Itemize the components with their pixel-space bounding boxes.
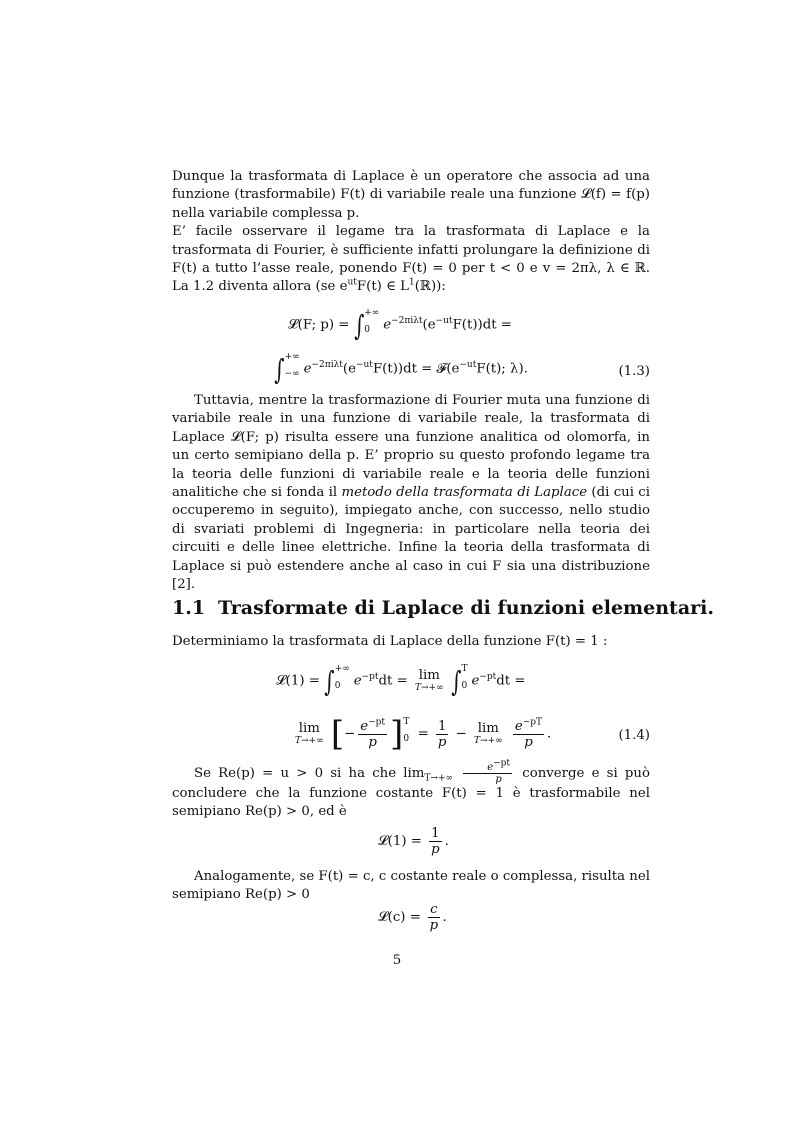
paragraph-6: Analogamente, se F(t) = c, c costante reale o complessa, risulta nel semipiano Re(p) > 0 <box>172 869 650 903</box>
equation-1-3-line2: ∫ +∞ −∞ $e^{-2\pi i\lambda t}(e^{-ut}F(t))dt$ = $𝓕(e^{-ut}F(t)$; λ). <box>274 352 528 386</box>
paragraph-4: Determiniamo la trasformata di Laplace della funzione F(t) = 1 : <box>172 634 608 649</box>
paragraph-3: Tuttavia, mentre la trasformazione di Fourier muta una funzione di variabile reale in una funzione di variabile reale, la trasformata di Laplace 𝓛(F; p) risulta essere una funzione analitica od olomorfa, in un certo semipiano della p. E’ proprio su questo profondo legame tra la teoria delle funzioni di variabile reale e la teoria delle funzioni analitiche che si fonda il metodo della trasformata di Laplace (di cui ci occuperemo in seguito), impiegato anche, con successo, nello studio di svariati problemi di Ingegneria: in particolare nella teoria dei circuiti e delle linee elettriche. Infine la teoria della trasformata di Laplace si può estendere anche al caso in cui F sia una distribuzione [2]. <box>172 393 650 593</box>
equation-1-3 <box>172 308 650 388</box>
equation-lc: 𝓛(c) = $\frac{c}{p}$ . <box>378 902 447 933</box>
section-title: Trasformate di Laplace di funzioni elementari. <box>218 597 714 619</box>
page-number: 5 <box>392 953 402 968</box>
section-heading <box>172 597 714 619</box>
equation-l1: 𝓛(1) = $\frac{1}{p}$ . <box>378 826 449 857</box>
equation-number-1-4: (1.4) <box>618 728 650 743</box>
equation-1-3-line1: 𝓛(F; p) = ∫ +∞ 0 $e^{-2\pi i\lambda t}(e^{-ut}F(t))dt$ = <box>288 308 512 342</box>
paragraph-5: Se Re(p) = u > 0 si ha che $\lim_{T\to+\infty}$ $\frac{e-pt}{p}$ converge e si può concludere che la funzione costante F(t) = 1 è trasformabile nel semipiano Re(p) > 0, ed è <box>172 758 651 820</box>
equation-1-4 <box>172 664 650 760</box>
equation-number-1-3: (1.3) <box>618 364 650 379</box>
paragraph-1: Dunque la trasformata di Laplace è un operatore che associa ad una funzione (trasformabile) F(t) di variabile reale una funzione 𝓛(f) = f(p) nella variabile complessa p. <box>172 169 650 221</box>
equation-1-4-line2: lim T→+∞ [− $\frac{e^{-pt}}{p}$ ] T 0 = $\frac{1}{p}$ − lim T→+∞ $\frac{e^{-pT}}{p}$ . <box>295 714 552 754</box>
paragraph-2: E’ facile osservare il legame tra la trasformata di Laplace e la trasformata di Fourier, è sufficiente infatti prolungare la definizione di F(t) a tutto l’asse reale, ponendo F(t) = 0 per t < 0 e v = 2πλ, λ ∈ ℝ. La 1.2 diventa allora (se $e^{ut}F(t)$ ∈ $L^1(ℝ)$): <box>172 224 650 295</box>
equation-1-4-line1: 𝓛(1) = ∫ +∞ 0 $e^{-pt}dt$ = lim T→+∞ ∫ T 0 $e^{-pt}dt$ = <box>276 664 526 698</box>
paragraph-intro <box>172 168 650 297</box>
section-number: 1.1 <box>172 597 206 619</box>
italic-method: metodo della trasformata di Laplace <box>341 485 588 501</box>
